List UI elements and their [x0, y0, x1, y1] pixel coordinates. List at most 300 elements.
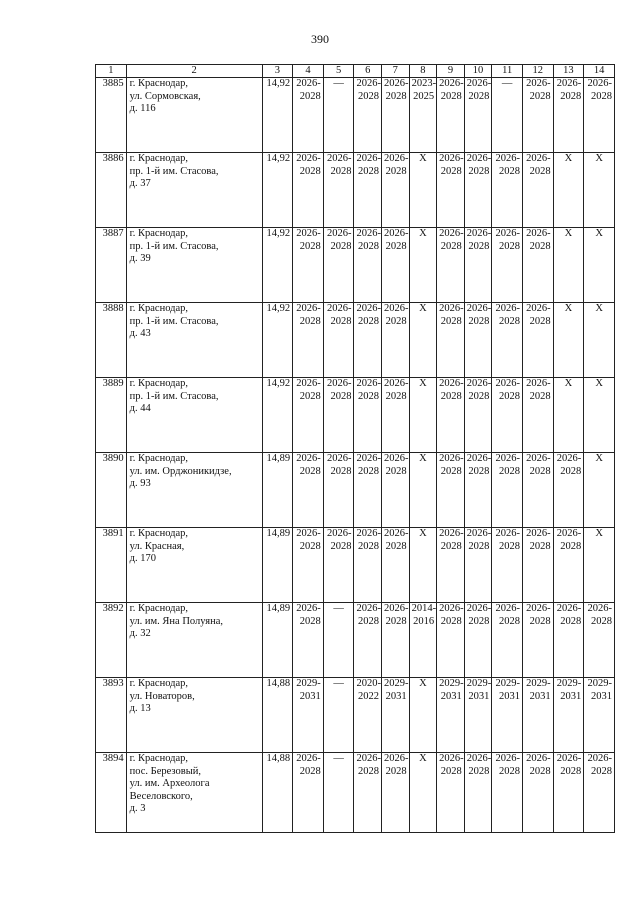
- period-line: 2028: [299, 765, 321, 777]
- period-cell: [323, 78, 354, 153]
- period-line: 2028: [560, 615, 582, 627]
- period-cell: [492, 378, 523, 453]
- period-line: X: [595, 378, 603, 389]
- address-line: д. 43: [129, 328, 151, 339]
- address-line: г. Краснодар,: [129, 378, 189, 389]
- period-cell: [464, 78, 492, 153]
- period-line: 2028: [299, 165, 321, 177]
- address-line: г. Краснодар,: [129, 753, 189, 764]
- period-cell: [492, 228, 523, 303]
- period-line: 2026-: [495, 378, 520, 389]
- period-line: 2028: [468, 540, 490, 552]
- period-cell: [492, 603, 523, 678]
- period-line: 2028: [358, 165, 380, 177]
- period-cell: [553, 453, 584, 528]
- period-cell: [382, 603, 410, 678]
- period-line: 2026-: [439, 228, 464, 239]
- period-cell: [323, 603, 354, 678]
- address-line: ул. Новаторов,: [129, 690, 195, 702]
- period-line: 2026-: [326, 303, 352, 314]
- period-line: 2026-: [296, 453, 321, 464]
- period-cell: [437, 753, 465, 833]
- period-cell: [492, 303, 523, 378]
- period-line: X: [419, 528, 427, 539]
- period-line: 2031: [299, 690, 321, 702]
- period-line: 2026-: [439, 453, 464, 464]
- row-number: 3887: [96, 228, 127, 303]
- period-line: X: [419, 378, 427, 389]
- period-line: 2028: [591, 90, 612, 102]
- column-header-14: 14: [584, 65, 615, 78]
- period-line: 2025: [413, 90, 435, 102]
- period-line: 2028: [560, 540, 582, 552]
- period-line: 2026-: [326, 153, 352, 164]
- period-cell: [323, 303, 354, 378]
- period-line: 2028: [299, 615, 321, 627]
- period-line: 2028: [498, 465, 520, 477]
- period-line: 2026-: [384, 453, 409, 464]
- period-line: 2028: [529, 390, 551, 402]
- period-cell: [584, 528, 615, 603]
- period-cell: [293, 678, 324, 753]
- row-number: 3889: [96, 378, 127, 453]
- period-line: 2020-: [356, 678, 381, 689]
- period-line: 2028: [440, 615, 462, 627]
- column-header-7: 7: [382, 65, 410, 78]
- period-line: X: [595, 303, 603, 314]
- address-cell: [126, 603, 262, 678]
- period-cell: [553, 753, 584, 833]
- address-line: пр. 1-й им. Стасова,: [129, 165, 219, 177]
- period-line: 2026-: [556, 78, 582, 89]
- period-cell: [553, 153, 584, 228]
- period-cell: [584, 753, 615, 833]
- period-line: 2014-: [411, 603, 437, 614]
- period-line: 2016: [413, 615, 435, 627]
- period-line: 2026-: [495, 753, 520, 764]
- period-line: 2026-: [439, 303, 464, 314]
- period-line: 2026-: [556, 453, 582, 464]
- period-line: 2028: [299, 390, 321, 402]
- period-cell: [293, 528, 324, 603]
- period-cell: [382, 153, 410, 228]
- column-header-5: 5: [323, 65, 354, 78]
- period-line: 2026-: [526, 153, 551, 164]
- period-line: 2026-: [296, 78, 321, 89]
- column-header-11: 11: [492, 65, 523, 78]
- period-line: 2028: [440, 165, 462, 177]
- period-line: 2028: [529, 240, 551, 252]
- period-cell: [584, 228, 615, 303]
- period-cell: [382, 78, 410, 153]
- column-header-13: 13: [553, 65, 584, 78]
- period-cell: [382, 753, 410, 833]
- period-cell: [409, 228, 437, 303]
- period-line: 2026-: [466, 228, 492, 239]
- period-line: 2026-: [296, 528, 321, 539]
- period-line: X: [419, 678, 427, 689]
- period-line: 2026-: [466, 753, 492, 764]
- period-cell: [464, 303, 492, 378]
- period-line: 2026-: [556, 603, 582, 614]
- period-cell: [437, 78, 465, 153]
- address-line: г. Краснодар,: [129, 153, 189, 164]
- period-cell: [293, 378, 324, 453]
- period-line: 2026-: [495, 228, 520, 239]
- period-line: 2026-: [587, 603, 612, 614]
- period-cell: [492, 78, 523, 153]
- period-line: 2026-: [439, 153, 464, 164]
- column-header-4: 4: [293, 65, 324, 78]
- period-line: 2028: [529, 765, 551, 777]
- period-line: 2028: [385, 465, 407, 477]
- address-line: г. Краснодар,: [129, 453, 189, 464]
- period-line: 2028: [385, 765, 407, 777]
- period-line: 2026-: [356, 603, 381, 614]
- period-line: 2028: [498, 165, 520, 177]
- row-number: 3885: [96, 78, 127, 153]
- period-cell: [464, 153, 492, 228]
- period-line: 2026-: [526, 378, 551, 389]
- value-cell: 14,88: [262, 678, 293, 753]
- address-line: д. 3: [129, 803, 146, 814]
- value-cell: 14,89: [262, 453, 293, 528]
- row-number: 3894: [96, 753, 127, 833]
- period-cell: [437, 378, 465, 453]
- period-line: 2026-: [466, 78, 492, 89]
- period-line: 2026-: [356, 453, 381, 464]
- period-line: 2028: [529, 90, 551, 102]
- period-line: 2028: [358, 765, 380, 777]
- period-line: 2026-: [526, 303, 551, 314]
- value-cell: 14,89: [262, 603, 293, 678]
- address-line: г. Краснодар,: [129, 303, 189, 314]
- period-line: 2029-: [384, 678, 409, 689]
- row-number: 3891: [96, 528, 127, 603]
- address-line: д. 93: [129, 478, 151, 489]
- period-cell: [492, 453, 523, 528]
- period-cell: [354, 603, 382, 678]
- address-line: г. Краснодар,: [129, 603, 189, 614]
- period-line: 2028: [591, 615, 612, 627]
- period-line: 2028: [358, 90, 380, 102]
- address-line: ул. им. Яна Полуяна,: [129, 615, 223, 627]
- period-line: 2026-: [587, 78, 612, 89]
- period-cell: [584, 378, 615, 453]
- period-cell: [409, 378, 437, 453]
- period-line: 2028: [299, 540, 321, 552]
- period-line: X: [595, 153, 603, 164]
- address-cell: [126, 78, 262, 153]
- period-line: 2026-: [356, 528, 381, 539]
- period-line: 2026-: [526, 228, 551, 239]
- period-line: 2031: [498, 690, 520, 702]
- period-line: 2026-: [326, 528, 352, 539]
- period-line: 2028: [440, 390, 462, 402]
- period-line: 2026-: [384, 228, 409, 239]
- period-cell: [437, 528, 465, 603]
- period-line: 2029-: [439, 678, 464, 689]
- period-line: 2028: [591, 765, 612, 777]
- period-cell: [492, 753, 523, 833]
- address-line: г. Краснодар,: [129, 228, 189, 239]
- period-cell: [354, 528, 382, 603]
- period-line: 2026-: [296, 603, 321, 614]
- period-line: 2026-: [466, 603, 492, 614]
- period-line: 2028: [440, 540, 462, 552]
- period-line: 2026-: [356, 153, 381, 164]
- period-cell: [382, 378, 410, 453]
- table-row: [96, 78, 615, 153]
- period-line: 2028: [358, 465, 380, 477]
- period-line: 2028: [385, 165, 407, 177]
- address-cell: [126, 528, 262, 603]
- period-line: 2026-: [556, 528, 582, 539]
- period-line: 2028: [330, 390, 352, 402]
- period-cell: [584, 678, 615, 753]
- period-cell: [354, 378, 382, 453]
- period-cell: [522, 228, 553, 303]
- table-row: [96, 678, 615, 753]
- value-cell: 14,92: [262, 228, 293, 303]
- period-line: 2022: [358, 690, 380, 702]
- period-cell: [437, 303, 465, 378]
- period-cell: [293, 303, 324, 378]
- period-line: 2028: [385, 390, 407, 402]
- period-cell: [522, 678, 553, 753]
- period-cell: [522, 78, 553, 153]
- period-line: 2028: [385, 540, 407, 552]
- period-line: 2028: [498, 315, 520, 327]
- period-line: 2028: [385, 315, 407, 327]
- period-line: 2026-: [384, 753, 409, 764]
- period-line: 2031: [440, 690, 462, 702]
- period-cell: [584, 303, 615, 378]
- table-row: [96, 528, 615, 603]
- period-cell: [584, 603, 615, 678]
- period-cell: [323, 228, 354, 303]
- period-line: —: [333, 603, 344, 614]
- period-line: 2028: [498, 240, 520, 252]
- period-line: 2026-: [495, 153, 520, 164]
- period-line: 2026-: [384, 603, 409, 614]
- period-cell: [492, 528, 523, 603]
- address-line: ул. им. Орджоникидзе,: [129, 465, 232, 477]
- period-cell: [553, 678, 584, 753]
- table-row: [96, 153, 615, 228]
- period-cell: [464, 603, 492, 678]
- period-line: 2028: [529, 315, 551, 327]
- period-cell: [464, 228, 492, 303]
- period-line: 2028: [330, 315, 352, 327]
- period-cell: [323, 453, 354, 528]
- period-line: 2028: [560, 765, 582, 777]
- period-line: 2028: [330, 240, 352, 252]
- period-cell: [382, 228, 410, 303]
- address-line: Веселовского,: [129, 790, 193, 802]
- period-cell: [522, 378, 553, 453]
- table-row: [96, 603, 615, 678]
- period-line: X: [564, 303, 573, 314]
- address-line: ул. Сормовская,: [129, 90, 201, 102]
- period-line: 2029-: [495, 678, 520, 689]
- period-line: 2026-: [526, 603, 551, 614]
- period-cell: [382, 678, 410, 753]
- period-line: 2026-: [495, 303, 520, 314]
- period-line: 2028: [498, 390, 520, 402]
- period-line: 2028: [560, 465, 582, 477]
- period-line: 2026-: [526, 78, 551, 89]
- period-line: 2028: [358, 615, 380, 627]
- period-line: 2031: [591, 690, 612, 702]
- period-line: 2026-: [495, 453, 520, 464]
- period-line: 2028: [498, 765, 520, 777]
- period-line: 2026-: [384, 153, 409, 164]
- period-cell: [409, 603, 437, 678]
- period-cell: [293, 753, 324, 833]
- address-line: пр. 1-й им. Стасова,: [129, 390, 219, 402]
- period-line: 2026-: [356, 303, 381, 314]
- period-line: 2028: [560, 90, 582, 102]
- period-line: 2028: [440, 240, 462, 252]
- row-number: 3888: [96, 303, 127, 378]
- address-line: д. 170: [129, 553, 156, 564]
- table-row: [96, 303, 615, 378]
- address-line: д. 116: [129, 103, 156, 114]
- period-line: 2026-: [356, 228, 381, 239]
- address-line: пр. 1-й им. Стасова,: [129, 240, 219, 252]
- period-line: 2026-: [296, 753, 321, 764]
- period-line: X: [595, 228, 603, 239]
- period-line: 2031: [385, 690, 407, 702]
- period-cell: [323, 528, 354, 603]
- period-line: 2026-: [526, 528, 551, 539]
- period-line: 2029-: [587, 678, 612, 689]
- column-header-2: 2: [126, 65, 262, 78]
- period-cell: [354, 153, 382, 228]
- value-cell: 14,92: [262, 378, 293, 453]
- period-cell: [354, 228, 382, 303]
- address-cell: [126, 753, 262, 833]
- period-line: 2028: [385, 240, 407, 252]
- period-cell: [553, 303, 584, 378]
- period-cell: [382, 453, 410, 528]
- period-line: X: [419, 753, 427, 764]
- column-header-6: 6: [354, 65, 382, 78]
- period-cell: [409, 153, 437, 228]
- period-line: 2026-: [384, 78, 409, 89]
- period-line: 2031: [529, 690, 551, 702]
- period-line: X: [419, 153, 427, 164]
- period-line: 2026-: [326, 378, 352, 389]
- address-line: г. Краснодар,: [129, 528, 189, 539]
- period-line: 2026-: [495, 603, 520, 614]
- period-line: 2028: [529, 165, 551, 177]
- period-line: 2028: [440, 465, 462, 477]
- period-line: 2028: [358, 390, 380, 402]
- period-cell: [584, 453, 615, 528]
- period-line: 2026-: [296, 228, 321, 239]
- period-line: 2029-: [466, 678, 492, 689]
- period-line: 2026-: [556, 753, 582, 764]
- period-line: 2028: [529, 465, 551, 477]
- period-line: 2026-: [439, 603, 464, 614]
- period-cell: [382, 528, 410, 603]
- period-cell: [354, 753, 382, 833]
- period-line: X: [564, 378, 573, 389]
- period-line: X: [595, 453, 603, 464]
- period-line: 2026-: [296, 378, 321, 389]
- period-cell: [382, 303, 410, 378]
- period-cell: [293, 603, 324, 678]
- period-line: 2026-: [466, 528, 492, 539]
- period-cell: [323, 378, 354, 453]
- period-line: 2026-: [356, 378, 381, 389]
- address-line: пос. Березовый,: [129, 765, 202, 777]
- page-number: 390: [311, 32, 329, 46]
- period-line: 2028: [440, 315, 462, 327]
- period-line: 2028: [358, 240, 380, 252]
- period-line: 2026-: [439, 753, 464, 764]
- column-header-row: [96, 65, 615, 78]
- period-cell: [323, 753, 354, 833]
- period-line: 2026-: [526, 753, 551, 764]
- period-line: 2028: [440, 90, 462, 102]
- period-cell: [409, 453, 437, 528]
- period-cell: [354, 453, 382, 528]
- period-line: 2028: [498, 615, 520, 627]
- period-line: 2026-: [296, 303, 321, 314]
- address-line: пр. 1-й им. Стасова,: [129, 315, 219, 327]
- period-cell: [437, 453, 465, 528]
- period-cell: [492, 153, 523, 228]
- period-cell: [437, 153, 465, 228]
- period-cell: [293, 78, 324, 153]
- period-line: 2023-: [411, 78, 437, 89]
- period-cell: [409, 78, 437, 153]
- period-line: —: [501, 78, 513, 89]
- period-cell: [522, 753, 553, 833]
- period-cell: [553, 378, 584, 453]
- period-cell: [464, 753, 492, 833]
- period-line: 2029-: [556, 678, 582, 689]
- period-line: 2026-: [466, 153, 492, 164]
- period-line: 2026-: [587, 753, 612, 764]
- address-line: ул. Красная,: [129, 540, 185, 552]
- period-line: 2028: [385, 615, 407, 627]
- period-cell: [464, 453, 492, 528]
- period-line: —: [333, 753, 344, 764]
- value-cell: 14,92: [262, 78, 293, 153]
- period-line: —: [333, 678, 344, 689]
- period-line: 2026-: [466, 303, 492, 314]
- period-line: 2028: [468, 615, 490, 627]
- address-line: д. 37: [129, 178, 151, 189]
- period-line: 2026-: [526, 453, 551, 464]
- address-line: г. Краснодар,: [129, 78, 189, 89]
- period-line: 2026-: [384, 378, 409, 389]
- address-line: д. 32: [129, 628, 151, 639]
- period-line: 2026-: [384, 528, 409, 539]
- period-line: X: [595, 528, 603, 539]
- period-line: 2028: [498, 540, 520, 552]
- period-line: 2028: [358, 540, 380, 552]
- period-line: 2031: [468, 690, 490, 702]
- period-cell: [492, 678, 523, 753]
- column-header-8: 8: [409, 65, 437, 78]
- row-number: 3893: [96, 678, 127, 753]
- period-cell: [354, 303, 382, 378]
